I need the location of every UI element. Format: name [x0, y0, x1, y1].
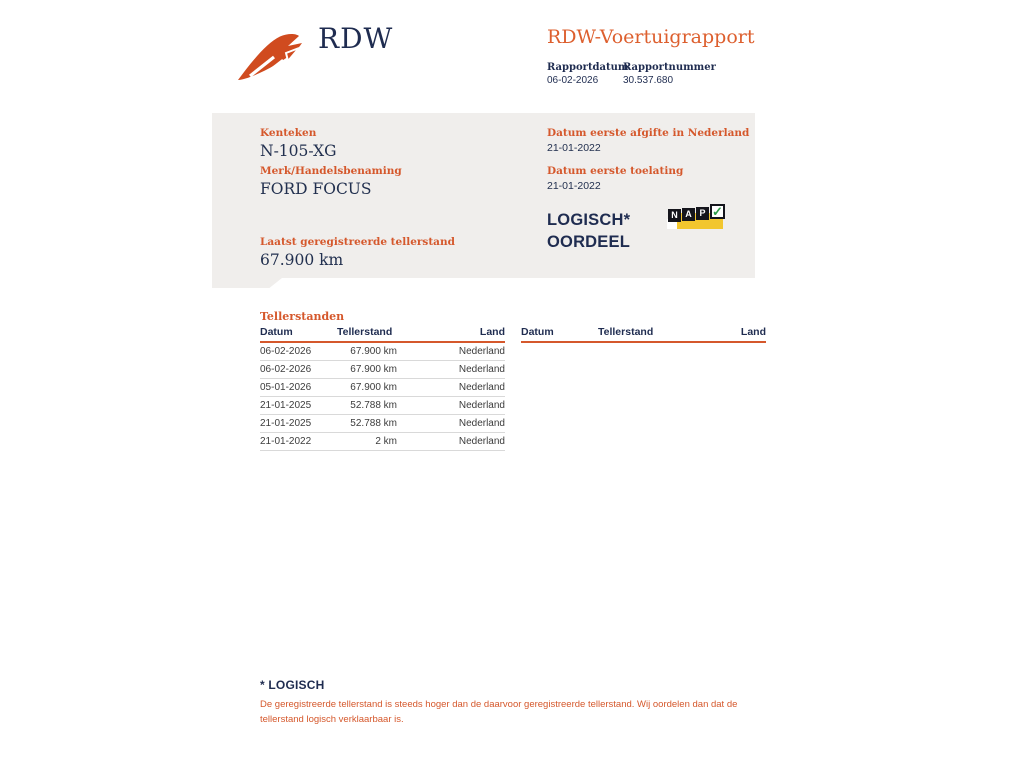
report-date-label: Rapportdatum	[547, 62, 629, 73]
rdw-logo	[236, 24, 393, 82]
nap-checkmark-icon: ✓	[710, 204, 725, 219]
table-row	[260, 433, 505, 451]
merk-value: FORD FOCUS	[260, 180, 372, 198]
oordeel-text	[547, 209, 630, 253]
oordeel-line1: LOGISCH*	[547, 211, 631, 229]
tellerstand-label: Laatst geregistreerde tellerstand	[260, 236, 455, 248]
nap-letter-p: P	[696, 207, 709, 220]
cell-land: Nederland	[397, 379, 505, 397]
nap-logo	[667, 204, 727, 232]
merk-label: Merk/Handelsbenaming	[260, 165, 402, 177]
afgifte-label: Datum eerste afgifte in Nederland	[547, 127, 750, 139]
footnote-text: De geregistreerde tellerstand is steeds hoger dan de daarvoor geregistreerde tellerstand. Wij oordelen dan dat de tellerstand logisch verklaarbaar is.	[260, 699, 738, 725]
table-row	[260, 415, 505, 433]
cell-datum: 06-02-2026	[260, 361, 337, 379]
tellerstanden-tables	[260, 326, 766, 451]
table-header-row	[521, 326, 766, 342]
cell-land: Nederland	[397, 433, 505, 451]
toelating-value: 21-01-2022	[547, 180, 601, 192]
column-header-tellerstand: Tellerstand	[337, 326, 397, 342]
table-row	[260, 397, 505, 415]
nap-letter-a: A	[682, 208, 695, 221]
report-header	[547, 26, 787, 86]
cell-datum: 05-01-2026	[260, 379, 337, 397]
column-header-land: Land	[397, 326, 505, 342]
tellerstanden-table-left	[260, 326, 505, 451]
cell-tellerstand: 2 km	[337, 433, 397, 451]
cell-land: Nederland	[397, 342, 505, 361]
cell-land: Nederland	[397, 397, 505, 415]
page-title: RDW-Voertuigrapport	[547, 26, 755, 48]
cell-tellerstand: 67.900 km	[337, 379, 397, 397]
tellerstanden-heading: Tellerstanden	[260, 310, 345, 323]
cell-datum: 21-01-2025	[260, 415, 337, 433]
rdw-feather-icon	[236, 30, 310, 82]
column-header-datum: Datum	[260, 326, 337, 342]
footnote	[260, 678, 752, 727]
table-header-row	[260, 326, 505, 342]
kenteken-value: N-105-XG	[260, 142, 337, 160]
table-row	[260, 361, 505, 379]
cell-tellerstand: 67.900 km	[337, 361, 397, 379]
footnote-title: * LOGISCH	[260, 678, 325, 692]
report-number-label: Rapportnummer	[623, 62, 716, 73]
table-row	[260, 379, 505, 397]
cell-tellerstand: 52.788 km	[337, 415, 397, 433]
rdw-logo-text: RDW	[318, 22, 394, 55]
column-header-land: Land	[658, 326, 766, 342]
tellerstand-value: 67.900 km	[260, 251, 344, 269]
oordeel-line2: OORDEEL	[547, 233, 630, 251]
kenteken-label: Kenteken	[260, 127, 317, 139]
tellerstanden-table-right	[521, 326, 766, 451]
table-row	[260, 342, 505, 361]
column-header-datum: Datum	[521, 326, 598, 342]
cell-datum: 06-02-2026	[260, 342, 337, 361]
cell-land: Nederland	[397, 361, 505, 379]
report-meta	[547, 62, 787, 86]
nap-letter-n: N	[668, 209, 681, 222]
column-header-tellerstand: Tellerstand	[598, 326, 658, 342]
report-number-value: 30.537.680	[623, 75, 674, 86]
cell-tellerstand: 52.788 km	[337, 397, 397, 415]
cell-tellerstand: 67.900 km	[337, 342, 397, 361]
vehicle-summary-panel	[212, 113, 755, 278]
cell-datum: 21-01-2025	[260, 397, 337, 415]
report-date-value: 06-02-2026	[547, 75, 599, 86]
cell-datum: 21-01-2022	[260, 433, 337, 451]
cell-land: Nederland	[397, 415, 505, 433]
afgifte-value: 21-01-2022	[547, 142, 601, 154]
toelating-label: Datum eerste toelating	[547, 165, 684, 177]
